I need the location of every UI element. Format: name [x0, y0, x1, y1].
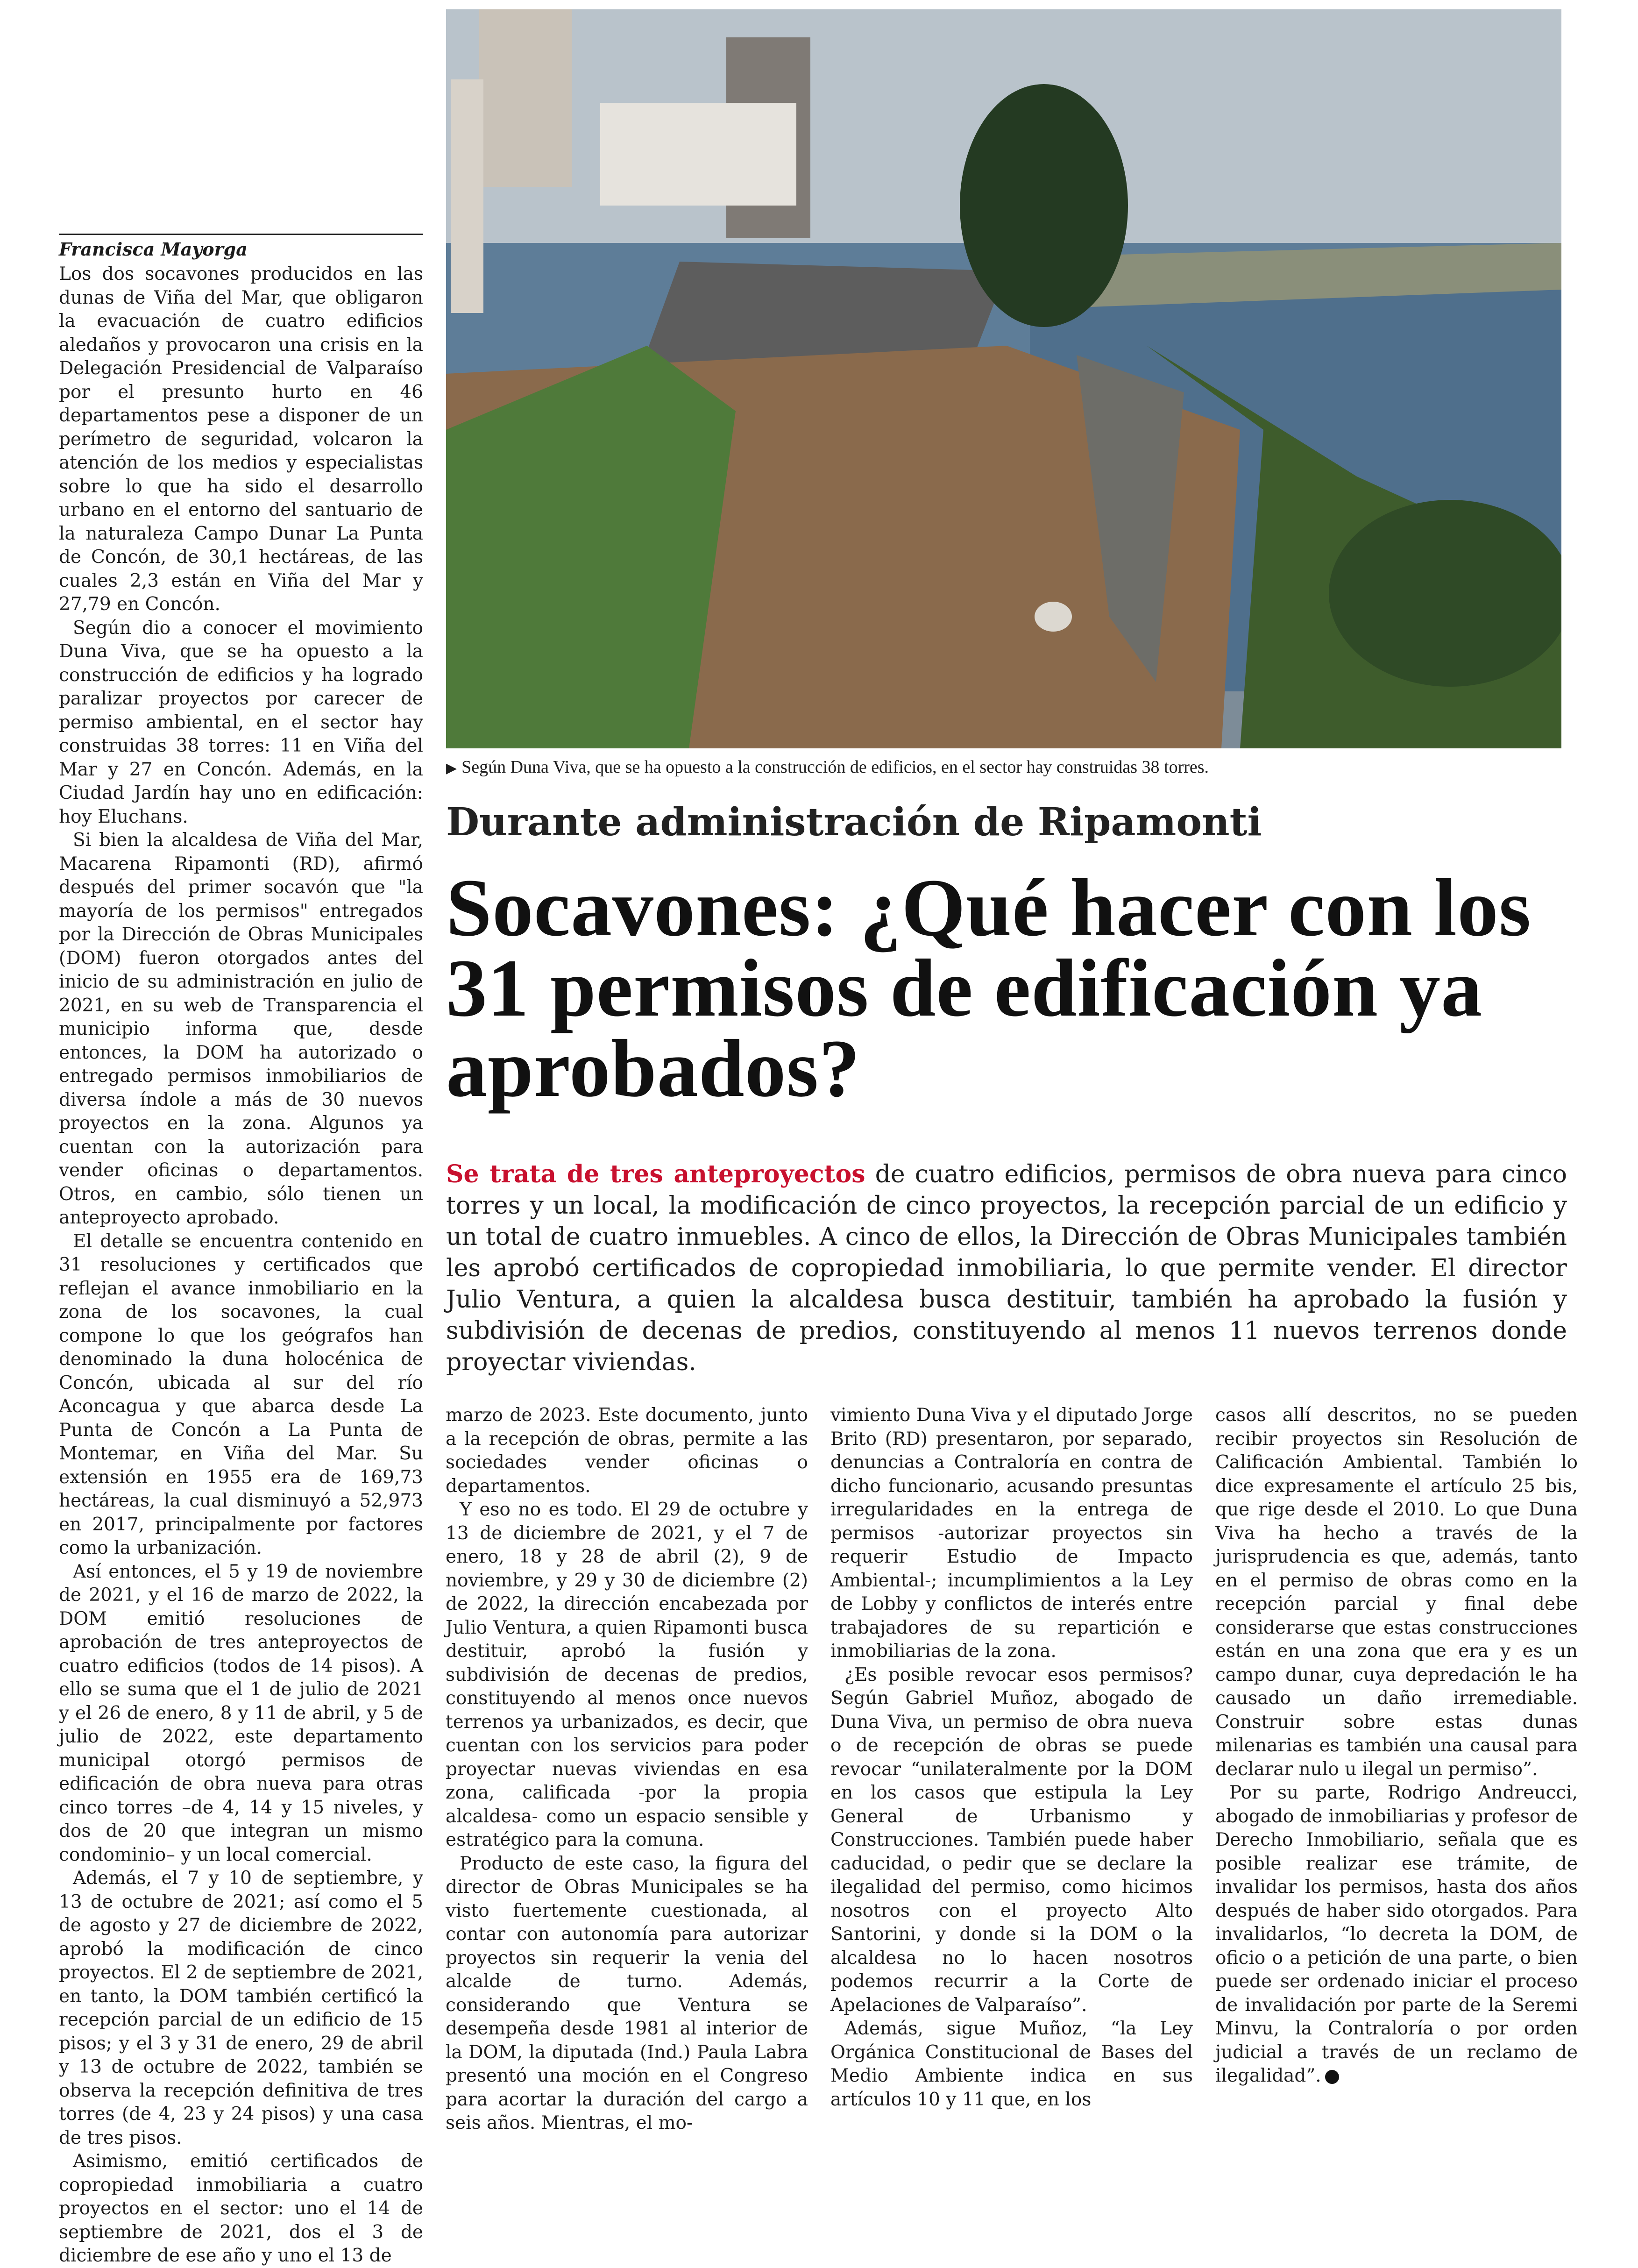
paragraph: Los dos socavones producidos en las dunas de Viña del Mar, que obligaron la evacuación de cuatro edificios aledaños y provocaron una crisis en la Delegación Presidencial de Valparaíso por el presunto hurto en 46 departamentos pese a disponer de un perímetro de seguridad, volcaron la atención de los medios y especialistas sobre lo que ha sido el desarrollo urbano en el entorno del santuario de la naturaleza Campo Dunar La Punta de Concón, de 30,1 hectáreas, de las cuales 2,3 están en Viña del Mar y 27,79 en Concón.: [59, 263, 423, 615]
paragraph: Además, el 7 y 10 de septiembre, y 13 de octubre de 2021; así como el 5 de agosto y 27 de diciembre de 2022, aprobó la modificación de cinco proyectos. El 2 de septiembre de 2021, en tanto, la DOM también certificó la recepción parcial de un edificio de 15 pisos; y el 3 y 31 de enero, 29 de abril y 13 de octubre de 2022, también se observa la recepción definitiva de tres torres (de 4, 23 y 24 pisos) y una casa de tres pisos.: [59, 1868, 423, 2148]
paragraph: El detalle se encuentra contenido en 31 resoluciones y certificados que reflejan el avance inmobiliario en la zona de los socavones, la cual compone lo que los geógrafos han denominado la duna holocénica de Concón, ubicada al sur del río Aconcagua y que abarca desde La Punta de Concón a La Punta de Montemar, en Viña del Mar. Su extensión en 1955 era de 169,73 hectáreas, la cual disminuyó a 52,973 en 2017, principalmente por factores como la urbanización.: [59, 1230, 423, 1558]
column-4: [1215, 1404, 1578, 2088]
left-column: [59, 263, 423, 2268]
paragraph: Según dio a conocer el movimiento Duna Viva, que se ha opuesto a la construcción de edificios y ha logrado paralizar proyectos por carecer de permiso ambiental, en el sector hay construidas 38 torres: 11 en Viña del Mar y 27 en Concón. Además, en la Ciudad Jardín hay uno en edificación: hoy Eluchans.: [59, 617, 423, 827]
byline: Francisca Mayorga: [59, 234, 423, 260]
column-3: [830, 1404, 1193, 2112]
paragraph: Y eso no es todo. El 29 de octubre y 13 de diciembre de 2021, y el 7 de enero, 18 y 28 de abril (2), 9 de noviembre, y 29 y 30 de diciembre (2) de 2022, la dirección encabezada por Julio Ventura, a quien Ripamonti busca destituir, aprobó la fusión y subdivisión de decenas de predios, constituyendo al menos once nuevos terrenos ya urbanizados, es decir, que cuentan con los servicios para poder proyectar nuevas viviendas en esa zona, calificada -por la propia alcaldesa- como un espacio sensible y estratégico para la comuna.: [446, 1499, 808, 1850]
lead-highlight: Se trata de tres anteproyectos: [446, 1160, 865, 1188]
headline: Socavones: ¿Qué hacer con los 31 permisos de edificación ya aprobados?: [446, 862, 1532, 1114]
column-2: [446, 1404, 808, 2135]
caption-arrow-icon: ▶: [446, 761, 457, 776]
paragraph: ¿Es posible revocar esos permisos? Según Gabriel Muñoz, abogado de Duna Viva, un permiso de obra nueva o de recepción de obras se puede revocar “unilateralmente por la DOM en los casos que estipula la Ley General de Urbanismo y Construcciones. También puede haber caducidad, o pedir que se declare la ilegalidad del permiso, como hicimos nosotros con el proyecto Alto Santorini, y donde si la DOM o la alcaldesa no lo hacen nosotros podemos recurrir a la Corte de Apelaciones de Valparaíso”.: [830, 1664, 1193, 2016]
paragraph: Además, sigue Muñoz, “la Ley Orgánica Constitucional de Bases del Medio Ambiente indica en sus artículos 10 y 11 que, en los: [830, 2018, 1193, 2110]
paragraph: Así entonces, el 5 y 19 de noviembre de 2021, y el 16 de marzo de 2022, la DOM emitió resoluciones de aprobación de tres anteproyectos de cuatro edificios (todos de 14 pisos). A ello se suma que el 1 de julio de 2021 y el 26 de enero, 8 y 11 de abril, y 5 de julio de 2022, este departamento municipal otorgó permisos de edificación de obra nueva para otras cinco torres –de 4, 14 y 15 niveles, y dos de 20 que integran un mismo condominio– y un local comercial.: [59, 1561, 423, 1865]
paragraph-text: Por su parte, Rodrigo Andreucci, abogado de inmobiliarias y profesor de Derecho Inmobiliario, señala que es posible realizar ese trámite, de invalidar los permisos, hasta dos años después de haber sido otorgados. Para invalidarlos, “lo decreta la DOM, de oficio o a petición de una parte, o bien puede ser ordenado iniciar el proceso de invalidación por parte de la Seremi Minvu, la Contraloría o por orden judicial a través de un reclamo de ilegalidad”.: [1215, 1782, 1578, 2086]
paragraph-final: [1215, 1781, 1578, 2088]
paragraph: vimiento Duna Viva y el diputado Jorge Brito (RD) presentaron, por separado, denuncias a Contraloría en contra de dicho funcionario, acusando presuntas irregularidades en la entrega de permisos -autorizar proyectos sin requerir Estudio de Impacto Ambiental-; incumplimientos a la Ley de Lobby y conflictos de interés entre trabajadores de su repartición e inmobiliarias de la zona.: [830, 1405, 1193, 1662]
photo-illustration: [446, 9, 1561, 748]
photo-caption: [446, 757, 1590, 777]
paragraph: casos allí descritos, no se pueden recibir proyectos sin Resolución de Calificación Ambiental. También lo dice expresamente el artículo 25 bis, que rige desde el 2010. Lo que Duna Viva ha hecho a través de la jurisprudencia es que, además, tanto en el permiso de obras como en la recepción parcial y final debe considerarse que estas construcciones están en una zona que era y es un campo dunar, cuya depredación le ha causado un daño irremediable. Construir sobre estas dunas milenarias es también una causal para declarar nulo u ilegal un permiso”.: [1215, 1405, 1578, 1780]
lead-text: de cuatro edificios, permisos de obra nueva para cinco torres y un local, la modificación de cinco proyectos, la recepción parcial de un edificio y un total de cuatro inmuebles. A cinco de ellos, la Dirección de Obras Municipales también les aprobó certificados de copropiedad inmobiliaria, lo que permite vender. El director Julio Ventura, a quien la alcaldesa busca destituir, también ha aprobado la fusión y subdivisión de decenas de predios, constituyendo al menos 11 nuevos terrenos donde proyectar viviendas.: [446, 1160, 1567, 1376]
lead-paragraph: [446, 1159, 1567, 1378]
paragraph: marzo de 2023. Este documento, junto a la recepción de obras, permite a las sociedades vender oficinas o departamentos.: [446, 1405, 808, 1497]
article-photo: [446, 9, 1561, 748]
caption-text: Según Duna Viva, que se ha opuesto a la construcción de edificios, en el sector hay construidas 38 torres.: [461, 757, 1209, 777]
paragraph: Si bien la alcaldesa de Viña del Mar, Macarena Ripamonti (RD), afirmó después del primer socavón que "la mayoría de los permisos" entregados por la Dirección de Obras Municipales (DOM) fueron otorgados antes del inicio de su administración en julio de 2021, en su web de Transparencia el municipio informa que, desde entonces, la DOM ha autorizado o entregado permisos inmobiliarios de diversa índole a más de 30 nuevos proyectos en la zona. Algunos ya cuentan con la autorización para vender oficinas o departamentos. Otros, en cambio, sólo tienen un anteproyecto aprobado.: [59, 830, 423, 1228]
paragraph: Asimismo, emitió certificados de copropiedad inmobiliaria a cuatro proyectos en el sector: uno el 14 de septiembre de 2021, dos el 3 de diciembre de ese año y uno el 13 de: [59, 2151, 423, 2266]
paragraph: Producto de este caso, la figura del director de Obras Municipales se ha visto fuertemente cuestionada, al contar con autonomía para autorizar proyectos sin requerir la venia del alcalde de turno. Además, considerando que Ventura se desempeña desde 1981 al interior de la DOM, la diputada (Ind.) Paula Labra presentó una moción en el Congreso para acortar la duración del cargo a seis años. Mientras, el mo-: [446, 1853, 808, 2133]
kicker: Durante administración de Ripamonti: [446, 800, 1262, 845]
